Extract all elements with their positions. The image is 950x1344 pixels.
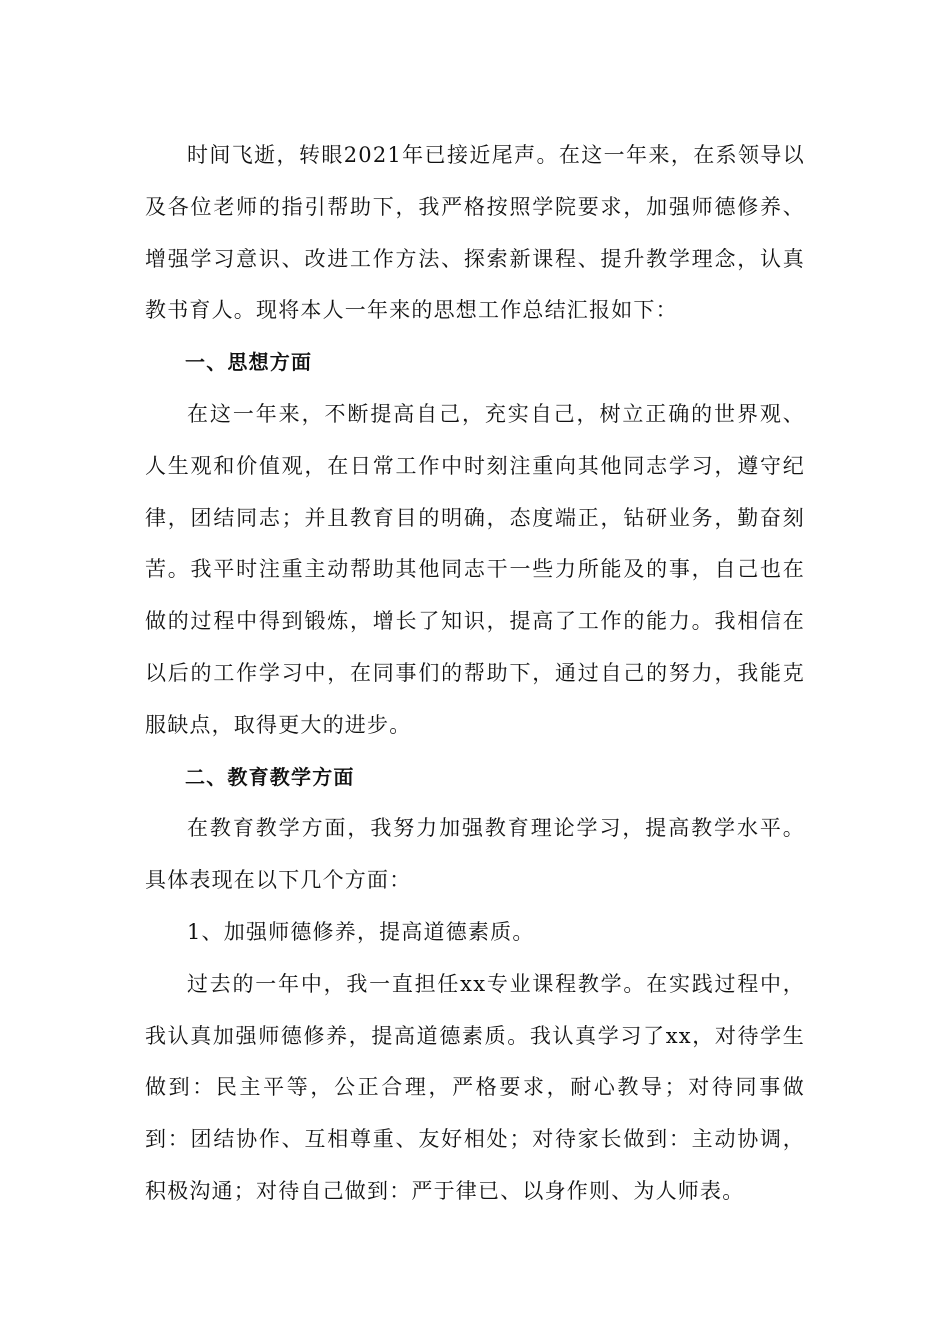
- teaching-item-1-title: 1、加强师德修养，提高道德素质。: [187, 919, 535, 944]
- section-heading-thought: 一、思想方面: [185, 350, 313, 375]
- intro-paragraph: 时间飞逝，转眼2021年已接近尾声。在这一年来，在系领导以及各位老师的指引帮助下，我严格按照学院要求，加强师德修养、增强学习意识、改进工作方法、探索新课程、提升教学理念，认真教书育人。现将本人一年来的思想工作总结汇报如下：: [145, 143, 805, 323]
- thought-paragraph: 在这一年来，不断提高自己，充实自己，树立正确的世界观、人生观和价值观，在日常工作中时刻注重向其他同志学习，遵守纪律，团结同志；并且教育目的明确，态度端正，钻研业务，勤奋刻苦。我平时注重主动帮助其他同志干一些力所能及的事，自己也在做的过程中得到锻炼，增长了知识，提高了工作的能力。我相信在以后的工作学习中，在同事们的帮助下，通过自己的努力，我能克服缺点，取得更大的进步。: [145, 401, 805, 737]
- teaching-item-1-paragraph: 过去的一年中，我一直担任xx专业课程教学。在实践过程中，我认真加强师德修养，提高道德素质。我认真学习了xx，对待学生做到：民主平等，公正合理，严格要求，耐心教导；对待同事做到：团结协作、互相尊重、友好相处；对待家长做到：主动协调，积极沟通；对待自己做到：严于律已、以身作则、为人师表。: [145, 971, 805, 1203]
- section-heading-teaching: 二、教育教学方面: [185, 764, 355, 789]
- teaching-intro-paragraph: 在教育教学方面，我努力加强教育理论学习，提高教学水平。具体表现在以下几个方面：: [145, 816, 805, 893]
- document-body: [145, 130, 805, 1218]
